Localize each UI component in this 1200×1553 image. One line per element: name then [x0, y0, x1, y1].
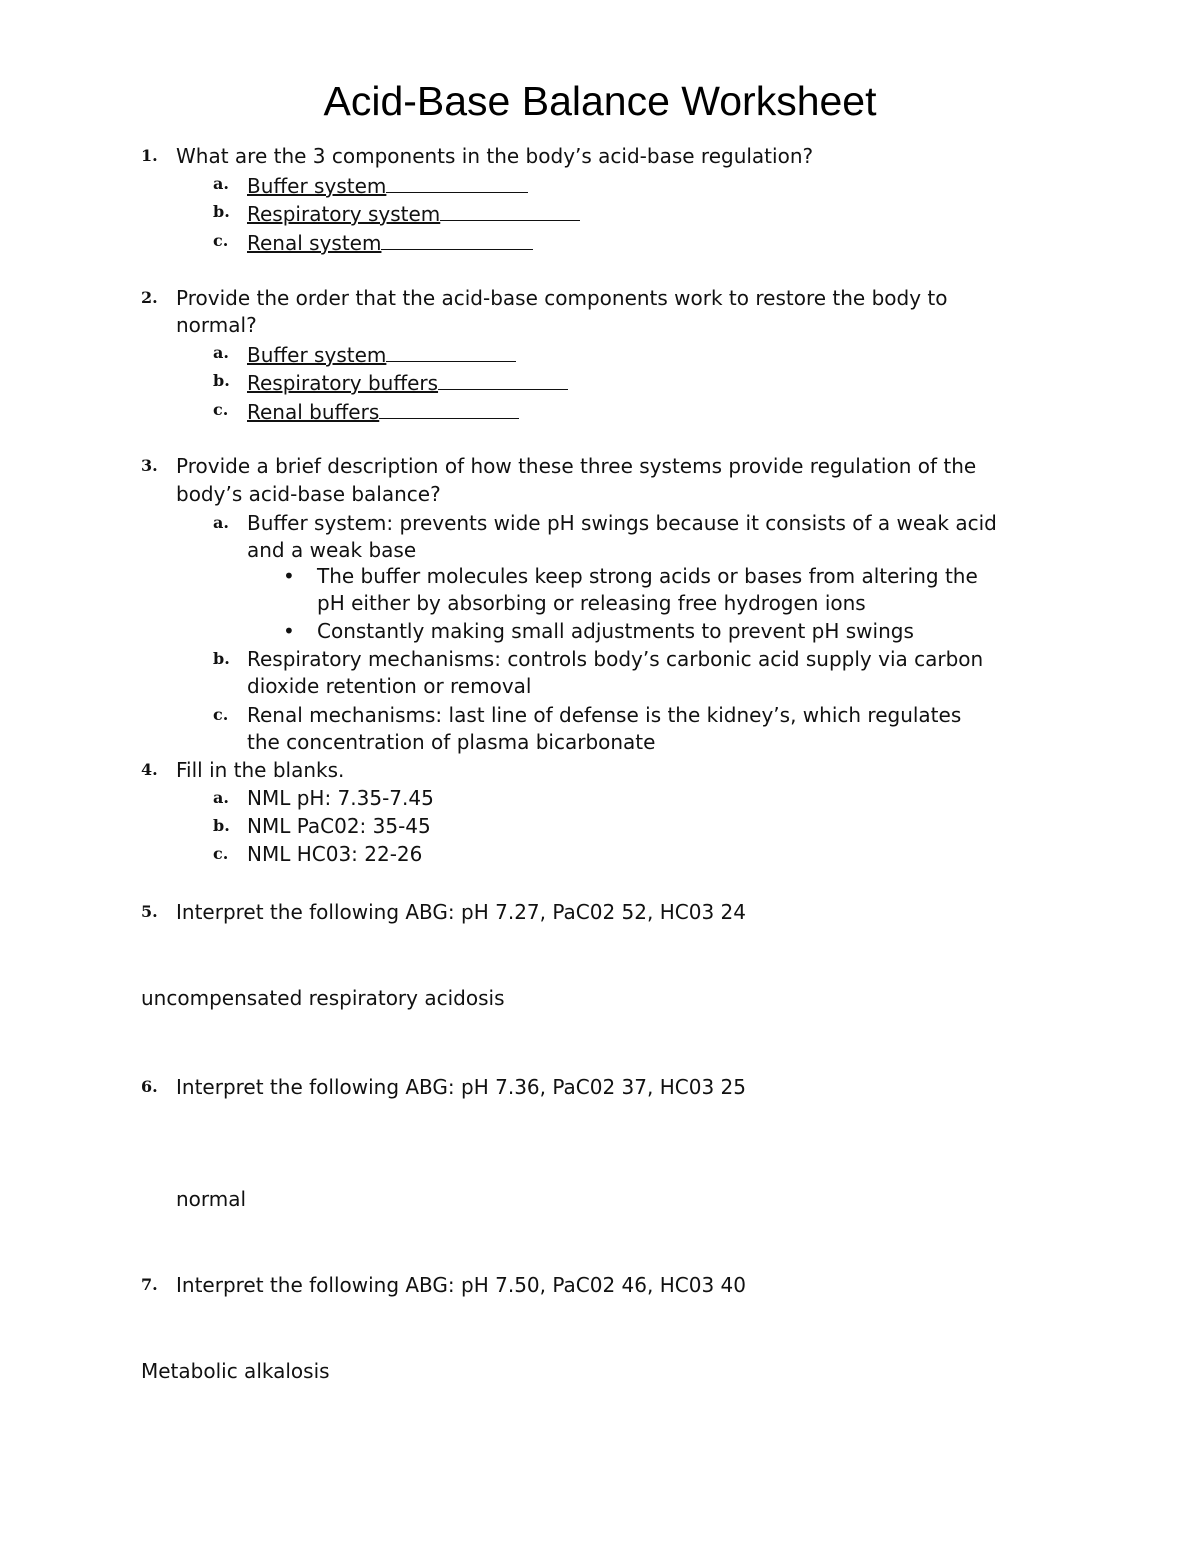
q1-b-answer: Respiratory system [247, 198, 580, 228]
q3-a-bullet1-line2: pH either by absorbing or releasing free hydrogen ions [317, 591, 866, 615]
q3-a-line1: Buffer system: prevents wide pH swings because it consists of a weak acid [247, 511, 997, 535]
q3-b-letter: b. [213, 649, 230, 668]
q3-a-bullet2-line1: Constantly making small adjustments to prevent pH swings [317, 619, 914, 643]
q2-number: 2. [141, 288, 158, 307]
q2-b-letter: b. [213, 371, 230, 390]
q3-a-bullet1-line1: The buffer molecules keep strong acids or bases from altering the [317, 564, 978, 588]
q3-a-letter: a. [213, 513, 229, 532]
q4-text: Fill in the blanks. [176, 758, 345, 782]
q3-c-line1: Renal mechanisms: last line of defense is the kidney’s, which regulates [247, 703, 962, 727]
q3-number: 3. [141, 456, 158, 475]
q2-text-line1: Provide the order that the acid-base components work to restore the body to [176, 286, 948, 310]
q7-number: 7. [141, 1275, 158, 1294]
q4-c-letter: c. [213, 844, 229, 863]
q2-c-letter: c. [213, 400, 229, 419]
q5-answer: uncompensated respiratory acidosis [141, 986, 505, 1010]
q3-b-line2: dioxide retention or removal [247, 674, 532, 698]
q6-text: Interpret the following ABG: pH 7.36, PaC02 37, HC03 25 [176, 1075, 746, 1099]
bullet-point: • [283, 564, 295, 588]
q3-a-line2: and a weak base [247, 538, 417, 562]
q3-c-line2: the concentration of plasma bicarbonate [247, 730, 656, 754]
q2-a-letter: a. [213, 343, 229, 362]
q1-text: What are the 3 components in the body’s acid-base regulation? [176, 144, 814, 168]
q1-b-letter: b. [213, 202, 230, 221]
q5-number: 5. [141, 902, 158, 921]
q2-a-answer: Buffer system [247, 339, 516, 369]
q1-a-answer: Buffer system [247, 170, 528, 200]
q7-text: Interpret the following ABG: pH 7.50, PaC02 46, HC03 40 [176, 1273, 746, 1297]
q6-number: 6. [141, 1077, 158, 1096]
page-title: Acid-Base Balance Worksheet [323, 78, 877, 124]
q4-a-letter: a. [213, 788, 229, 807]
q4-b-letter: b. [213, 816, 230, 835]
q1-a-letter: a. [213, 174, 229, 193]
q1-number: 1. [141, 146, 158, 165]
q3-text-line2: body’s acid-base balance? [176, 482, 441, 506]
q6-answer: normal [176, 1187, 247, 1211]
q2-c-answer: Renal buffers [247, 396, 519, 426]
q1-c-letter: c. [213, 231, 229, 250]
q7-answer: Metabolic alkalosis [141, 1359, 330, 1383]
q2-text-line2: normal? [176, 313, 257, 337]
q4-c-answer: NML HC03: 22-26 [247, 842, 423, 866]
q5-text: Interpret the following ABG: pH 7.27, PaC02 52, HC03 24 [176, 900, 746, 924]
q4-b-answer: NML PaC02: 35-45 [247, 814, 431, 838]
q1-c-answer: Renal system [247, 227, 533, 257]
bullet-point: • [283, 619, 295, 643]
q3-text-line1: Provide a brief description of how these three systems provide regulation of the [176, 454, 977, 478]
q2-b-answer: Respiratory buffers [247, 367, 568, 397]
q4-number: 4. [141, 760, 158, 779]
q3-c-letter: c. [213, 705, 229, 724]
q4-a-answer: NML pH: 7.35-7.45 [247, 786, 434, 810]
q3-b-line1: Respiratory mechanisms: controls body’s carbonic acid supply via carbon [247, 647, 984, 671]
